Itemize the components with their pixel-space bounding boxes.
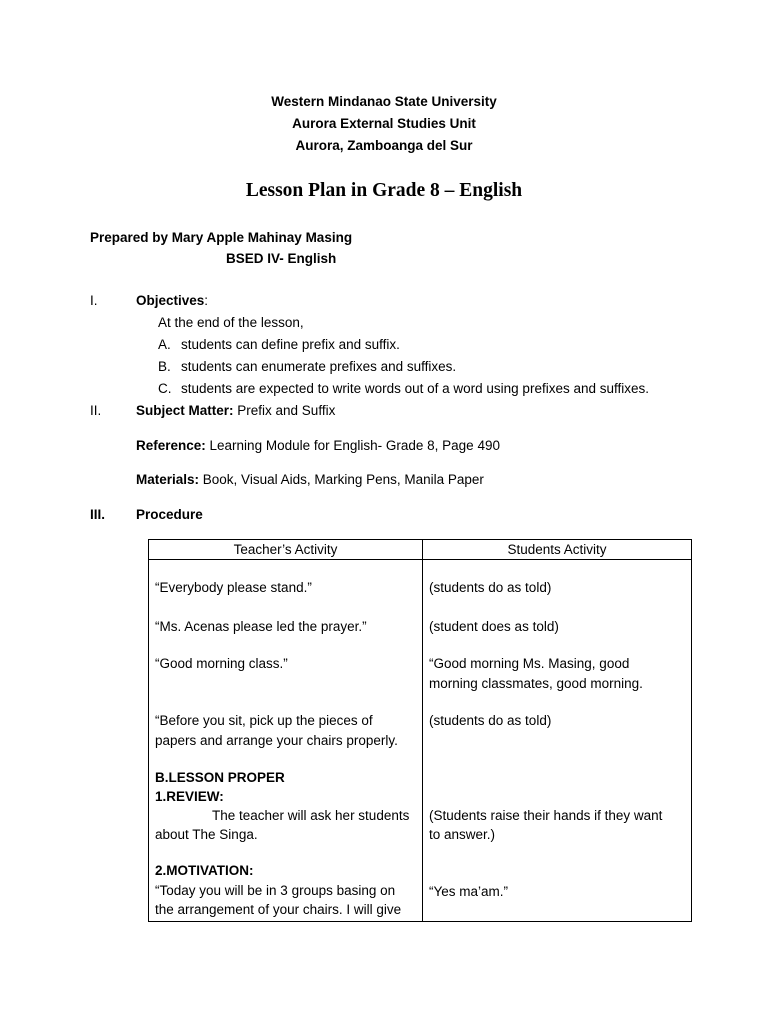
page-title: Lesson Plan in Grade 8 – English xyxy=(245,180,523,201)
teacher-before-sit-line1: “Before you sit, pick up the pieces of xyxy=(155,713,373,728)
motivation-heading: 2.MOTIVATION: xyxy=(155,863,254,878)
location: Aurora, Zamboanga del Sur xyxy=(295,138,473,153)
students-before-sit: (students do as told) xyxy=(429,713,552,728)
teacher-activity-header: Teacher’s Activity xyxy=(149,540,423,560)
students-motivation: “Yes ma’am.” xyxy=(429,884,509,899)
students-activity-cell xyxy=(423,560,692,922)
procedure-heading: Procedure xyxy=(136,507,203,522)
subject-matter-value: Prefix and Suffix xyxy=(233,403,336,418)
procedure-table xyxy=(148,539,692,922)
teacher-prayer: “Ms. Acenas please led the prayer.” xyxy=(155,619,367,634)
prepared-by: Prepared by Mary Apple Mahinay Masing xyxy=(90,230,353,245)
students-review-line1: (Students raise their hands if they want xyxy=(429,808,663,823)
motivation-text-line2: the arrangement of your chairs. I will give xyxy=(155,902,402,917)
students-stand: (students do as told) xyxy=(429,580,552,595)
reference xyxy=(136,438,500,453)
reference-label: Reference: xyxy=(136,438,206,453)
objectives-numeral: I. xyxy=(90,293,98,308)
teacher-greeting: “Good morning class.” xyxy=(155,656,288,671)
subject-matter-numeral: II. xyxy=(90,403,102,418)
materials xyxy=(136,472,484,487)
procedure-table-body-row xyxy=(149,560,692,922)
review-text-line2: about The Singa. xyxy=(155,827,258,842)
procedure-table-header-row xyxy=(149,540,692,560)
review-text-line1: The teacher will ask her students xyxy=(212,808,410,823)
motivation-text-line1: “Today you will be in 3 groups basing on xyxy=(155,883,396,898)
teacher-stand: “Everybody please stand.” xyxy=(155,580,312,595)
teacher-activity-cell xyxy=(149,560,423,922)
course: BSED IV- English xyxy=(226,251,337,266)
objective-a-letter: A. xyxy=(158,337,171,352)
objective-c-text: students are expected to write words out of a word using prefixes and suffixes. xyxy=(181,381,650,396)
students-greeting-line2: morning classmates, good morning. xyxy=(429,676,643,691)
lesson-proper-heading: B.LESSON PROPER xyxy=(155,770,285,785)
subject-matter xyxy=(136,403,335,418)
objectives-colon: : xyxy=(204,293,209,308)
materials-value: Book, Visual Aids, Marking Pens, Manila Paper xyxy=(199,472,484,487)
objective-c-letter: C. xyxy=(158,381,172,396)
reference-value: Learning Module for English- Grade 8, Page 490 xyxy=(205,438,500,453)
unit-name: Aurora External Studies Unit xyxy=(292,116,476,131)
students-prayer: (student does as told) xyxy=(429,619,559,634)
objective-b-text: students can enumerate prefixes and suffixes. xyxy=(181,359,457,374)
objectives-heading-text: Objectives xyxy=(136,293,205,308)
objective-a-text: students can define prefix and suffix. xyxy=(181,337,400,352)
materials-label: Materials: xyxy=(136,472,200,487)
objectives-intro: At the end of the lesson, xyxy=(158,315,304,330)
objectives-heading xyxy=(136,293,208,308)
university-name: Western Mindanao State University xyxy=(271,94,497,109)
students-review-line2: to answer.) xyxy=(429,827,496,842)
students-activity-header: Students Activity xyxy=(423,540,692,560)
review-heading: 1.REVIEW: xyxy=(155,789,224,804)
teacher-before-sit-line2: papers and arrange your chairs properly. xyxy=(155,733,398,748)
objective-b-letter: B. xyxy=(158,359,171,374)
subject-matter-label: Subject Matter: xyxy=(136,403,234,418)
procedure-numeral: III. xyxy=(90,507,106,522)
students-greeting-line1: “Good morning Ms. Masing, good xyxy=(429,656,630,671)
